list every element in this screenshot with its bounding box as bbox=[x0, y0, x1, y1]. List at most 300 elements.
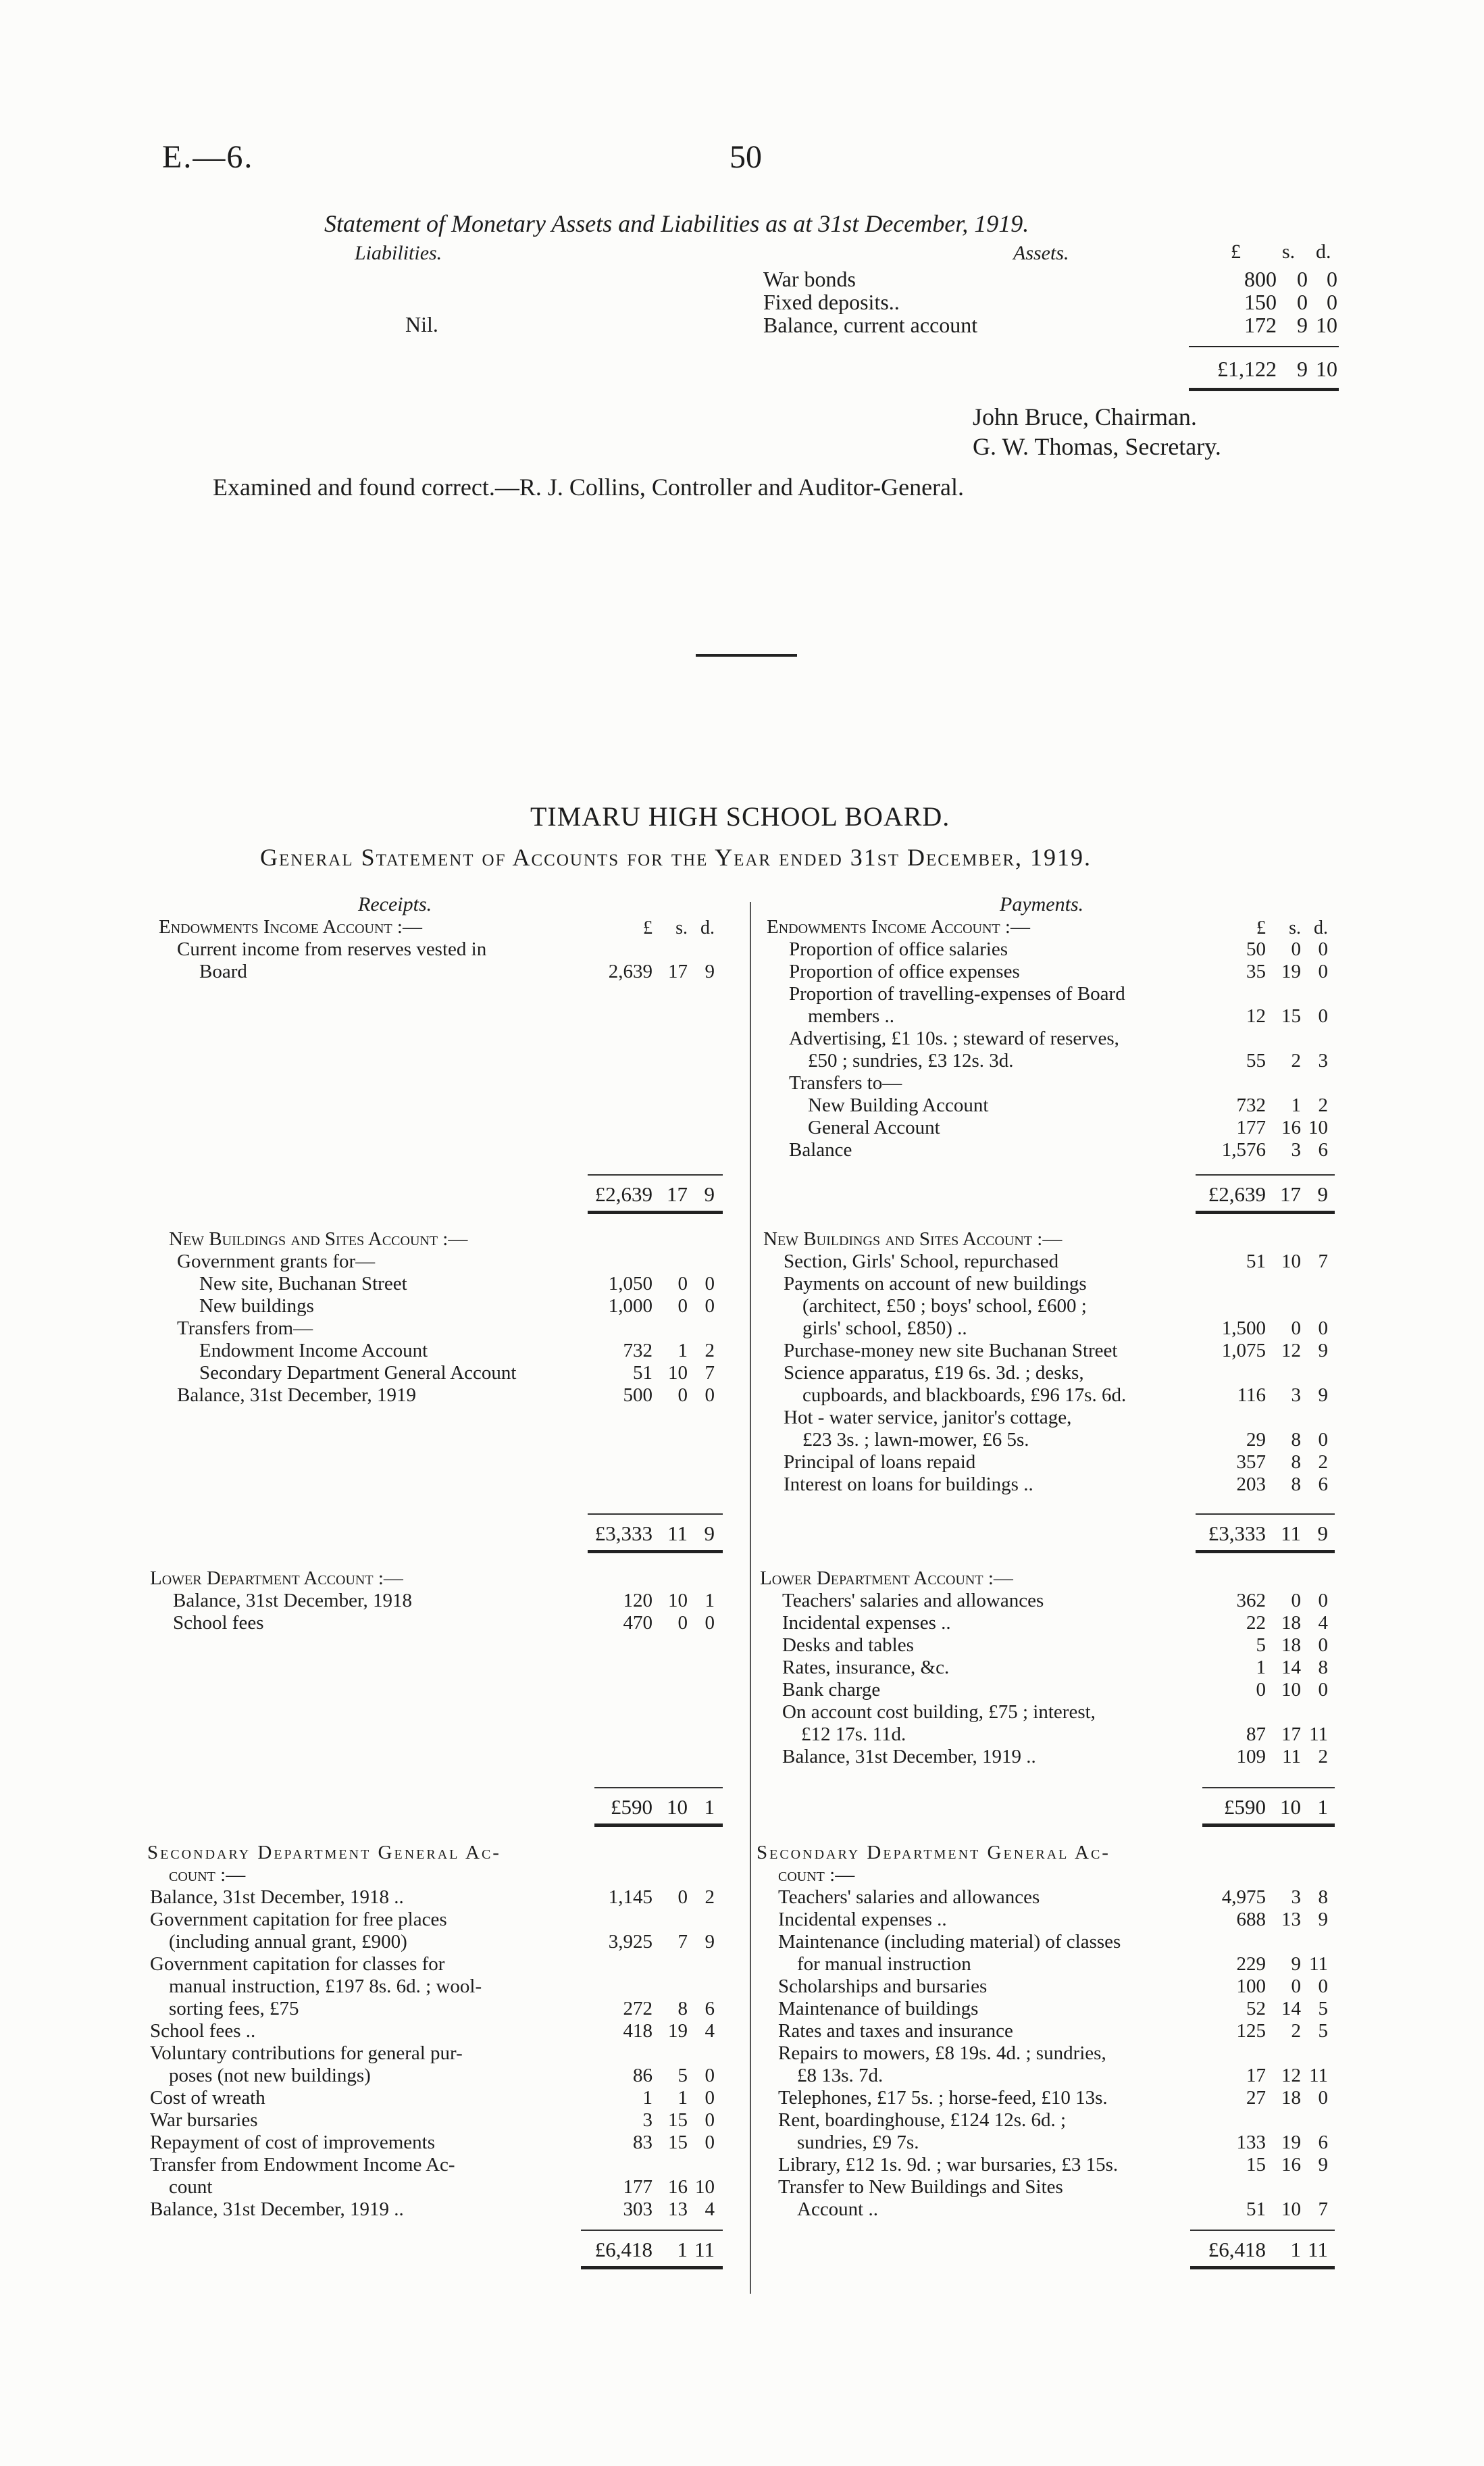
line-item: Bank charge bbox=[782, 1679, 881, 1701]
amount-shillings: 16 bbox=[1281, 2154, 1301, 2175]
line-item: Balance, 31st December, 1918 .. bbox=[150, 1886, 404, 1908]
amount-shillings: 16 bbox=[668, 2176, 688, 2198]
section-heading: Secondary Department General Ac- bbox=[147, 1842, 501, 1863]
amount-shillings: 0 bbox=[1291, 1590, 1301, 1611]
section-total bbox=[573, 1521, 715, 1546]
amount bbox=[1186, 1612, 1328, 1634]
line-item: (including annual grant, £900) bbox=[169, 1931, 407, 1953]
amount-pence: 2 bbox=[1318, 1746, 1328, 1767]
payments-currency-heads bbox=[1186, 917, 1328, 939]
signature-secretary: G. W. Thomas, Secretary. bbox=[973, 433, 1221, 460]
amount-pence: 4 bbox=[705, 2020, 715, 2042]
amount-pence: 9 bbox=[705, 961, 715, 982]
amount-pence: 11 bbox=[1309, 1723, 1328, 1745]
total-double-rule bbox=[1196, 1211, 1335, 1214]
amount-pounds: 362 bbox=[1236, 1590, 1266, 1611]
amount-pence: 10 bbox=[695, 2176, 715, 2198]
amount-pence: 10 bbox=[1308, 1117, 1328, 1138]
total-rule bbox=[1189, 346, 1339, 347]
total-shillings: 10 bbox=[1280, 1795, 1301, 1819]
section-total bbox=[1186, 1795, 1328, 1819]
amount bbox=[1186, 1909, 1328, 1931]
total-double-rule bbox=[594, 1823, 723, 1827]
total-pence: 10 bbox=[1316, 357, 1337, 381]
amount-shillings: 15 bbox=[668, 2132, 688, 2153]
amount-pounds: 51 bbox=[633, 1362, 653, 1384]
total-pence: 9 bbox=[1317, 1182, 1328, 1206]
total-rule bbox=[581, 2230, 723, 2231]
amount-shillings: 12 bbox=[1281, 1340, 1301, 1361]
amount bbox=[1186, 1317, 1328, 1340]
amount-pence: 6 bbox=[1318, 1474, 1328, 1495]
amount-pounds: 109 bbox=[1236, 1746, 1266, 1767]
total-pounds: £3,333 bbox=[594, 1521, 653, 1545]
asset-pounds: 800 bbox=[1244, 267, 1277, 291]
amount-shillings: 15 bbox=[668, 2109, 688, 2131]
amount-pence: 0 bbox=[705, 2132, 715, 2153]
section-heading: Endowments Income Account :— bbox=[159, 916, 422, 938]
amount-pence: 0 bbox=[1318, 2087, 1328, 2109]
amount-pounds: 0 bbox=[1256, 1679, 1266, 1701]
amount-pence: 0 bbox=[1318, 1634, 1328, 1656]
amount-shillings: 0 bbox=[677, 1612, 688, 1634]
signature-chairman: John Bruce, Chairman. bbox=[973, 403, 1197, 430]
total-shillings: 11 bbox=[1281, 1521, 1301, 1545]
line-item: £12 17s. 11d. bbox=[801, 1723, 906, 1745]
pounds-head: £ bbox=[1256, 917, 1266, 938]
amount-shillings: 7 bbox=[677, 1931, 688, 1953]
amount-shillings: 0 bbox=[677, 1886, 688, 1908]
amount-shillings: 8 bbox=[1291, 1429, 1301, 1451]
asset-pounds: 150 bbox=[1244, 290, 1277, 314]
liabilities-heading: Liabilities. bbox=[355, 242, 442, 264]
amount bbox=[1186, 1384, 1328, 1407]
amount-pounds: 1,576 bbox=[1221, 1139, 1266, 1161]
line-item: War bursaries bbox=[150, 2109, 258, 2131]
amount-shillings: 10 bbox=[668, 1362, 688, 1384]
amount-pounds: 5 bbox=[1256, 1634, 1266, 1656]
total-pounds: £3,333 bbox=[1208, 1521, 1266, 1545]
section-total bbox=[573, 2238, 715, 2262]
amount-pounds: 125 bbox=[1236, 2020, 1266, 2042]
asset-pence: 10 bbox=[1316, 313, 1337, 337]
asset-pence: 0 bbox=[1327, 290, 1337, 314]
amount-pounds: 83 bbox=[633, 2132, 653, 2153]
total-shillings: 1 bbox=[677, 2238, 688, 2261]
amount-pounds: 470 bbox=[623, 1612, 653, 1634]
section-heading: New Buildings and Sites Account :— bbox=[763, 1228, 1063, 1250]
amount-shillings: 0 bbox=[677, 1295, 688, 1317]
section-heading-cont: count :— bbox=[778, 1864, 855, 1886]
amount-pounds: 357 bbox=[1236, 1451, 1266, 1473]
amount-pounds: 1,075 bbox=[1221, 1340, 1266, 1361]
amount bbox=[573, 1273, 715, 1295]
amount bbox=[1186, 1474, 1328, 1496]
amount-pounds: 87 bbox=[1246, 1723, 1266, 1745]
amount-pence: 4 bbox=[705, 2198, 715, 2220]
total-pence: 9 bbox=[704, 1182, 715, 1206]
amount-shillings: 0 bbox=[1291, 1317, 1301, 1339]
total-pounds: £1,122 bbox=[1217, 357, 1277, 381]
amount-shillings: 5 bbox=[677, 2065, 688, 2086]
amount-pence: 9 bbox=[705, 1931, 715, 1953]
amount bbox=[1186, 1679, 1328, 1701]
amount-pounds: 3 bbox=[642, 2109, 653, 2131]
section-total bbox=[573, 1182, 715, 1207]
examined-note: Examined and found correct.—R. J. Collins, Controller and Auditor-General. bbox=[213, 474, 965, 501]
amount-shillings: 3 bbox=[1291, 1886, 1301, 1908]
line-item: Board bbox=[199, 961, 247, 982]
line-item: Purchase-money new site Buchanan Street bbox=[784, 1340, 1118, 1361]
line-item: Secondary Department General Account bbox=[199, 1362, 517, 1384]
amount bbox=[573, 2087, 715, 2109]
amount-shillings: 18 bbox=[1281, 1612, 1301, 1634]
amount-shillings: 8 bbox=[1291, 1451, 1301, 1473]
total-double-rule bbox=[1190, 2266, 1335, 2269]
asset-pounds: 172 bbox=[1244, 313, 1277, 337]
line-item: Rates, insurance, &c. bbox=[782, 1657, 950, 1678]
line-item: Incidental expenses .. bbox=[782, 1612, 951, 1634]
report-code: E.—6. bbox=[162, 139, 254, 175]
amount bbox=[1186, 1657, 1328, 1679]
amount-pence: 2 bbox=[1318, 1094, 1328, 1116]
amount-pounds: 1 bbox=[642, 2087, 653, 2109]
amount bbox=[573, 2109, 715, 2132]
amount bbox=[1186, 1139, 1328, 1161]
line-item: Rates and taxes and insurance bbox=[778, 2020, 1013, 2042]
amount-pounds: 51 bbox=[1246, 2198, 1266, 2220]
amount-pence: 0 bbox=[705, 1295, 715, 1317]
line-item: Science apparatus, £19 6s. 3d. ; desks, bbox=[784, 1362, 1084, 1384]
amount-pence: 6 bbox=[705, 1998, 715, 2019]
line-item: Proportion of office expenses bbox=[789, 961, 1020, 982]
amount bbox=[1186, 1340, 1328, 1362]
amount bbox=[573, 1340, 715, 1362]
amount-pence: 11 bbox=[1309, 1953, 1328, 1975]
amount bbox=[1186, 938, 1328, 961]
line-item: sundries, £9 7s. bbox=[797, 2132, 919, 2153]
amount bbox=[1186, 1634, 1328, 1657]
amount-shillings: 0 bbox=[677, 1384, 688, 1406]
amount-pounds: 1,000 bbox=[608, 1295, 653, 1317]
amount-pence: 6 bbox=[1318, 2132, 1328, 2153]
amount bbox=[1186, 1746, 1328, 1768]
amount bbox=[573, 2198, 715, 2221]
amount-pounds: 418 bbox=[623, 2020, 653, 2042]
amount-pounds: 1,050 bbox=[608, 1273, 653, 1294]
line-item: Transfers from— bbox=[177, 1317, 313, 1339]
receipts-currency-heads bbox=[573, 917, 715, 939]
line-item: Transfer to New Buildings and Sites bbox=[778, 2176, 1063, 2198]
amount-shillings: 10 bbox=[668, 1590, 688, 1611]
amount-shillings: 17 bbox=[668, 961, 688, 982]
liabilities-nil: Nil. bbox=[405, 312, 438, 336]
amount-pence: 2 bbox=[1318, 1451, 1328, 1473]
amount bbox=[573, 1362, 715, 1384]
amount bbox=[1186, 2132, 1328, 2154]
amount-shillings: 10 bbox=[1281, 1251, 1301, 1272]
amount-pounds: 732 bbox=[1236, 1094, 1266, 1116]
total-double-rule bbox=[588, 1550, 723, 1553]
amount-shillings: 1 bbox=[677, 1340, 688, 1361]
line-item: Teachers' salaries and allowances bbox=[782, 1590, 1044, 1611]
amount-pence: 9 bbox=[1318, 2154, 1328, 2175]
amount bbox=[573, 1886, 715, 1909]
amount-shillings: 8 bbox=[677, 1998, 688, 2019]
line-item: General Account bbox=[808, 1117, 940, 1138]
amount-pounds: 35 bbox=[1246, 961, 1266, 982]
amount-pounds: 55 bbox=[1246, 1050, 1266, 1072]
shillings-head: s. bbox=[1289, 917, 1301, 938]
line-item: Balance, 31st December, 1919 .. bbox=[782, 1746, 1036, 1767]
amount-pounds: 229 bbox=[1236, 1953, 1266, 1975]
total-pounds: £590 bbox=[1224, 1795, 1266, 1819]
amount-pounds: 17 bbox=[1246, 2065, 1266, 2086]
line-item: £8 13s. 7d. bbox=[797, 2065, 884, 2086]
amount bbox=[573, 2132, 715, 2154]
amount-pounds: 29 bbox=[1246, 1429, 1266, 1451]
line-item: School fees bbox=[173, 1612, 264, 1634]
amount-shillings: 11 bbox=[1282, 1746, 1301, 1767]
line-item: Government capitation for classes for bbox=[150, 1953, 445, 1975]
amount bbox=[1186, 1005, 1328, 1028]
total-pence: 11 bbox=[1308, 2238, 1328, 2261]
assets-total bbox=[763, 357, 1337, 380]
amount-pence: 2 bbox=[705, 1340, 715, 1361]
amount-pounds: 27 bbox=[1246, 2087, 1266, 2109]
amount-pence: 2 bbox=[705, 1886, 715, 1908]
amount-pence: 0 bbox=[1318, 1590, 1328, 1611]
line-item: Balance, 31st December, 1918 bbox=[173, 1590, 412, 1611]
assets-list bbox=[763, 267, 1337, 336]
amount bbox=[1186, 1590, 1328, 1612]
line-item: Current income from reserves vested in bbox=[177, 938, 487, 960]
line-item: Interest on loans for buildings .. bbox=[784, 1474, 1033, 1495]
statement-title: Statement of Monetary Assets and Liabilities as at 31st December, 1919. bbox=[324, 210, 1029, 237]
amount bbox=[1186, 1976, 1328, 1998]
line-item: members .. bbox=[808, 1005, 895, 1027]
amount bbox=[1186, 961, 1328, 983]
asset-row bbox=[763, 313, 1337, 336]
line-item: Advertising, £1 10s. ; steward of reserves, bbox=[789, 1028, 1119, 1049]
line-item: Rent, boardinghouse, £124 12s. 6d. ; bbox=[778, 2109, 1067, 2131]
pence-head: d. bbox=[1314, 917, 1328, 938]
total-pounds: £2,639 bbox=[1208, 1182, 1266, 1206]
pence-head: d. bbox=[700, 917, 715, 938]
amount-shillings: 19 bbox=[1281, 961, 1301, 982]
amount bbox=[1186, 2020, 1328, 2042]
amount-pence: 0 bbox=[705, 2109, 715, 2131]
amount-shillings: 16 bbox=[1281, 1117, 1301, 1138]
total-shillings: 17 bbox=[667, 1182, 688, 1206]
line-item: Telephones, £17 5s. ; horse-feed, £10 13s. bbox=[778, 2087, 1108, 2109]
total-shillings: 9 bbox=[1297, 357, 1308, 381]
amount-pence: 0 bbox=[1318, 1317, 1328, 1339]
amount bbox=[573, 2020, 715, 2042]
total-rule bbox=[588, 1513, 723, 1515]
shillings-head: s. bbox=[675, 917, 688, 938]
amount-shillings: 18 bbox=[1281, 2087, 1301, 2109]
total-shillings: 10 bbox=[667, 1795, 688, 1819]
amount-pounds: 272 bbox=[623, 1998, 653, 2019]
line-item: Library, £12 1s. 9d. ; war bursaries, £3 15s. bbox=[778, 2154, 1119, 2175]
total-pounds: £2,639 bbox=[594, 1182, 653, 1206]
section-total bbox=[1186, 2238, 1328, 2262]
amount bbox=[1186, 1251, 1328, 1273]
line-item: Repairs to mowers, £8 19s. 4d. ; sundries, bbox=[778, 2042, 1106, 2064]
line-item: cupboards, and blackboards, £96 17s. 6d. bbox=[802, 1384, 1127, 1406]
line-item: girls' school, £850) .. bbox=[802, 1317, 967, 1339]
line-item: Repayment of cost of improvements bbox=[150, 2132, 436, 2153]
page-number: 50 bbox=[730, 139, 762, 175]
section-separator bbox=[696, 654, 797, 657]
amount-pence: 0 bbox=[705, 1273, 715, 1294]
line-item: New site, Buchanan Street bbox=[199, 1273, 407, 1294]
line-item: New Building Account bbox=[808, 1094, 989, 1116]
section-heading: Lower Department Account :— bbox=[760, 1567, 1013, 1589]
amount-pounds: 22 bbox=[1246, 1612, 1266, 1634]
board-title: TIMARU HIGH SCHOOL BOARD. bbox=[530, 801, 950, 832]
line-item: Government grants for— bbox=[177, 1251, 376, 1272]
amount-pence: 5 bbox=[1318, 2020, 1328, 2042]
amount-shillings: 0 bbox=[1291, 1976, 1301, 1997]
line-item: Transfers to— bbox=[789, 1072, 902, 1094]
amount-pence: 0 bbox=[1318, 1429, 1328, 1451]
total-rule bbox=[1202, 1787, 1335, 1788]
line-item: Proportion of office salaries bbox=[789, 938, 1008, 960]
line-item: Payments on account of new buildings bbox=[784, 1273, 1087, 1294]
asset-shillings: 9 bbox=[1297, 313, 1308, 337]
total-pence: 9 bbox=[1317, 1521, 1328, 1545]
amount-pence: 6 bbox=[1318, 1139, 1328, 1161]
total-shillings: 17 bbox=[1280, 1182, 1301, 1206]
payments-heading: Payments. bbox=[1000, 893, 1084, 915]
total-pence: 11 bbox=[694, 2238, 715, 2261]
amount-shillings: 10 bbox=[1281, 1679, 1301, 1701]
pounds-head: £ bbox=[643, 917, 653, 938]
asset-label: War bonds bbox=[763, 267, 856, 291]
asset-label: Balance, current account bbox=[763, 313, 978, 337]
amount bbox=[1186, 1451, 1328, 1474]
amount bbox=[1186, 2065, 1328, 2087]
amount bbox=[573, 2065, 715, 2087]
line-item: Principal of loans repaid bbox=[784, 1451, 976, 1473]
line-item: £50 ; sundries, £3 12s. 3d. bbox=[808, 1050, 1014, 1072]
asset-row bbox=[763, 290, 1337, 313]
total-rule bbox=[594, 1787, 723, 1788]
amount bbox=[1186, 1094, 1328, 1117]
amount-pounds: 86 bbox=[633, 2065, 653, 2086]
total-double-rule bbox=[1202, 1823, 1335, 1827]
amount bbox=[1186, 1886, 1328, 1909]
line-item: poses (not new buildings) bbox=[169, 2065, 371, 2086]
line-item: Balance, 31st December, 1919 .. bbox=[150, 2198, 404, 2220]
amount bbox=[1186, 1953, 1328, 1976]
amount-pence: 7 bbox=[1318, 2198, 1328, 2220]
line-item: Balance, 31st December, 1919 bbox=[177, 1384, 416, 1406]
amount-pence: 0 bbox=[705, 1384, 715, 1406]
amount bbox=[573, 1590, 715, 1612]
total-double-rule bbox=[1196, 1550, 1335, 1553]
amount-shillings: 0 bbox=[677, 1273, 688, 1294]
amount-shillings: 14 bbox=[1281, 1657, 1301, 1678]
total-pounds: £590 bbox=[611, 1795, 653, 1819]
line-item: Scholarships and bursaries bbox=[778, 1976, 988, 1997]
amount-shillings: 1 bbox=[677, 2087, 688, 2109]
amount-pounds: 500 bbox=[623, 1384, 653, 1406]
amount bbox=[573, 1998, 715, 2020]
amount-pence: 3 bbox=[1318, 1050, 1328, 1072]
amount-pounds: 12 bbox=[1246, 1005, 1266, 1027]
amount-pence: 0 bbox=[1318, 1005, 1328, 1027]
amount bbox=[573, 2176, 715, 2198]
line-item: (architect, £50 ; boys' school, £600 ; bbox=[802, 1295, 1087, 1317]
amount bbox=[1186, 2087, 1328, 2109]
line-item: count bbox=[169, 2176, 213, 2198]
amount bbox=[573, 1612, 715, 1634]
amount-shillings: 14 bbox=[1281, 1998, 1301, 2019]
amount-pence: 8 bbox=[1318, 1657, 1328, 1678]
amount-shillings: 17 bbox=[1281, 1723, 1301, 1745]
amount bbox=[1186, 1723, 1328, 1746]
amount-shillings: 13 bbox=[668, 2198, 688, 2220]
receipts-heading: Receipts. bbox=[358, 893, 432, 915]
amount-pounds: 120 bbox=[623, 1590, 653, 1611]
amount-shillings: 2 bbox=[1291, 2020, 1301, 2042]
total-pence: 9 bbox=[704, 1521, 715, 1545]
amount-pounds: 303 bbox=[623, 2198, 653, 2220]
line-item: manual instruction, £197 8s. 6d. ; wool- bbox=[169, 1976, 482, 1997]
amount-pounds: 732 bbox=[623, 1340, 653, 1361]
amount-pence: 9 bbox=[1318, 1384, 1328, 1406]
amount-pence: 9 bbox=[1318, 1909, 1328, 1930]
amount-pence: 0 bbox=[705, 2065, 715, 2086]
amount-shillings: 0 bbox=[1291, 938, 1301, 960]
amount bbox=[1186, 1429, 1328, 1451]
pounds-head: £ bbox=[1231, 241, 1241, 263]
amount-pounds: 116 bbox=[1237, 1384, 1266, 1406]
amount-pounds: 3,925 bbox=[608, 1931, 653, 1953]
amount-pounds: 177 bbox=[623, 2176, 653, 2198]
total-pence: 1 bbox=[1317, 1795, 1328, 1819]
amount-pounds: 15 bbox=[1246, 2154, 1266, 2175]
line-item: Cost of wreath bbox=[150, 2087, 265, 2109]
amount bbox=[1186, 2154, 1328, 2176]
asset-pence: 0 bbox=[1327, 267, 1337, 291]
amount-pounds: 1 bbox=[1256, 1657, 1266, 1678]
total-rule bbox=[588, 1174, 723, 1176]
amount-pence: 8 bbox=[1318, 1886, 1328, 1908]
line-item: Hot - water service, janitor's cottage, bbox=[784, 1407, 1072, 1428]
amount-pounds: 52 bbox=[1246, 1998, 1266, 2019]
amount-shillings: 8 bbox=[1291, 1474, 1301, 1495]
line-item: New buildings bbox=[199, 1295, 314, 1317]
section-heading: New Buildings and Sites Account :— bbox=[169, 1228, 468, 1250]
asset-label: Fixed deposits.. bbox=[763, 290, 900, 314]
total-double-rule bbox=[588, 1211, 723, 1214]
amount-shillings: 9 bbox=[1291, 1953, 1301, 1975]
amount-shillings: 19 bbox=[1281, 2132, 1301, 2153]
amount bbox=[573, 1295, 715, 1317]
total-double-rule bbox=[581, 2266, 723, 2269]
line-item: Desks and tables bbox=[782, 1634, 914, 1656]
section-total bbox=[1186, 1182, 1328, 1207]
asset-row bbox=[763, 267, 1337, 290]
amount bbox=[1186, 2198, 1328, 2221]
line-item: Endowment Income Account bbox=[199, 1340, 428, 1361]
section-heading: Lower Department Account :— bbox=[150, 1567, 403, 1589]
column-divider bbox=[750, 902, 751, 2294]
